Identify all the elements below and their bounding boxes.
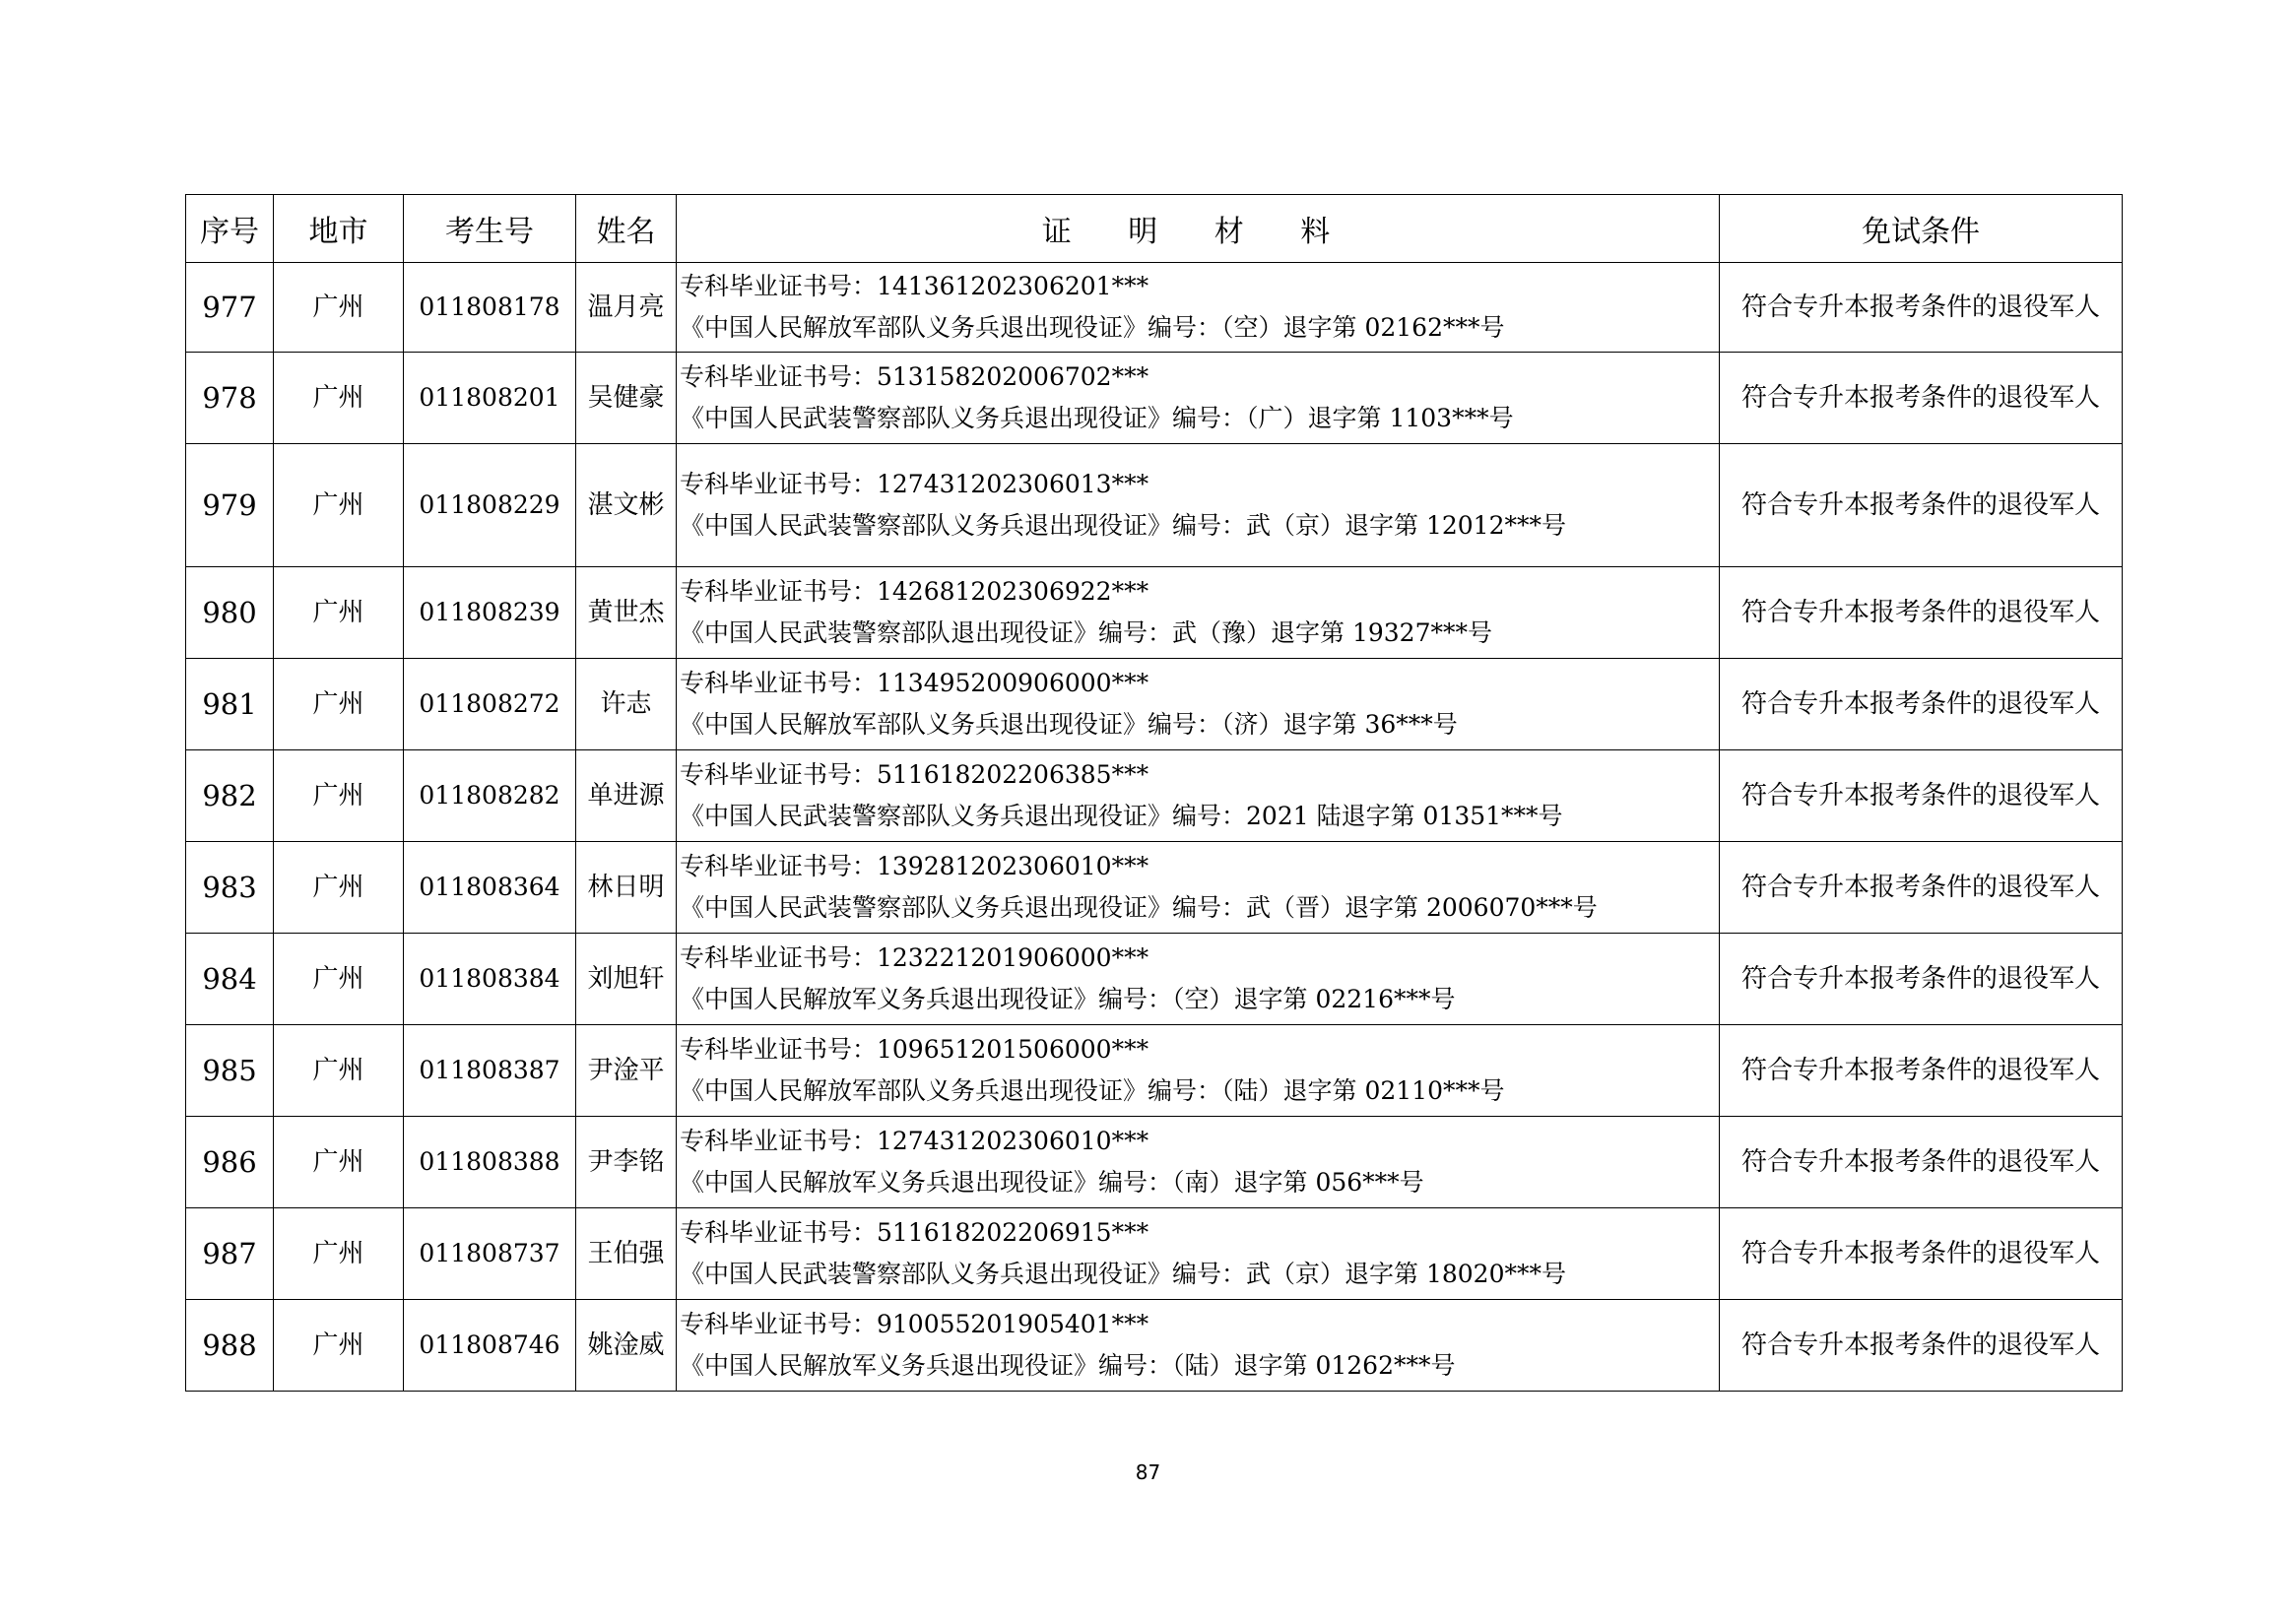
header-exam-no: 考生号 <box>404 195 576 263</box>
header-exemption: 免试条件 <box>1720 195 2123 263</box>
discharge-certificate-line: 《中国人民武装警察部队义务兵退出现役证》编号：武（晋）退字第 2006070***号 <box>680 893 1598 922</box>
table-body <box>186 263 2123 1392</box>
table-row <box>186 444 2123 567</box>
cell-name: 许志 <box>576 659 677 750</box>
cell-materials <box>677 1208 1720 1300</box>
cell-condition: 符合专升本报考条件的退役军人 <box>1720 1208 2123 1300</box>
cell-exam-no: 011808178 <box>404 263 576 353</box>
cell-name: 王伯强 <box>576 1208 677 1300</box>
diploma-number-line: 专科毕业证书号：109651201506000*** <box>680 1035 1149 1064</box>
cell-condition: 符合专升本报考条件的退役军人 <box>1720 1300 2123 1392</box>
cell-exam-no: 011808282 <box>404 750 576 842</box>
cell-exam-no: 011808387 <box>404 1025 576 1117</box>
cell-seq: 981 <box>186 659 274 750</box>
cell-materials <box>677 353 1720 444</box>
cell-seq: 979 <box>186 444 274 567</box>
header-seq: 序号 <box>186 195 274 263</box>
diploma-number-line: 专科毕业证书号：513158202006702*** <box>680 362 1149 391</box>
cell-city: 广州 <box>274 353 404 444</box>
discharge-certificate-line: 《中国人民武装警察部队义务兵退出现役证》编号：武（京）退字第 18020***号 <box>680 1260 1566 1288</box>
cell-name: 林日明 <box>576 842 677 934</box>
table-row <box>186 263 2123 353</box>
diploma-number-line: 专科毕业证书号：910055201905401*** <box>680 1310 1149 1338</box>
diploma-number-line: 专科毕业证书号：139281202306010*** <box>680 852 1149 880</box>
cell-seq: 985 <box>186 1025 274 1117</box>
table-row <box>186 353 2123 444</box>
cell-materials <box>677 444 1720 567</box>
diploma-number-line: 专科毕业证书号：142681202306922*** <box>680 577 1149 606</box>
discharge-certificate-line: 《中国人民解放军部队义务兵退出现役证》编号：（济）退字第 36***号 <box>680 710 1458 739</box>
cell-materials <box>677 934 1720 1025</box>
cell-materials <box>677 263 1720 353</box>
cell-materials <box>677 1025 1720 1117</box>
cell-name: 刘旭轩 <box>576 934 677 1025</box>
cell-exam-no: 011808737 <box>404 1208 576 1300</box>
cell-name: 温月亮 <box>576 263 677 353</box>
cell-name: 吴健豪 <box>576 353 677 444</box>
cell-city: 广州 <box>274 1300 404 1392</box>
cell-city: 广州 <box>274 1025 404 1117</box>
exemption-list-table <box>185 194 2123 1392</box>
table-row <box>186 934 2123 1025</box>
cell-city: 广州 <box>274 444 404 567</box>
diploma-number-line: 专科毕业证书号：141361202306201*** <box>680 272 1149 300</box>
cell-name: 单进源 <box>576 750 677 842</box>
diploma-number-line: 专科毕业证书号：511618202206385*** <box>680 760 1149 789</box>
cell-materials <box>677 1117 1720 1208</box>
cell-condition: 符合专升本报考条件的退役军人 <box>1720 567 2123 659</box>
table-header-row <box>186 195 2123 263</box>
diploma-number-line: 专科毕业证书号：511618202206915*** <box>680 1218 1149 1247</box>
table-row <box>186 659 2123 750</box>
page-number: 87 <box>1135 1460 1161 1484</box>
cell-condition: 符合专升本报考条件的退役军人 <box>1720 750 2123 842</box>
cell-city: 广州 <box>274 842 404 934</box>
discharge-certificate-line: 《中国人民武装警察部队义务兵退出现役证》编号：2021 陆退字第 01351***号 <box>680 802 1563 830</box>
cell-condition: 符合专升本报考条件的退役军人 <box>1720 659 2123 750</box>
cell-condition: 符合专升本报考条件的退役军人 <box>1720 444 2123 567</box>
header-city: 地市 <box>274 195 404 263</box>
cell-materials <box>677 659 1720 750</box>
cell-name: 湛文彬 <box>576 444 677 567</box>
cell-city: 广州 <box>274 1117 404 1208</box>
cell-seq: 986 <box>186 1117 274 1208</box>
cell-seq: 983 <box>186 842 274 934</box>
diploma-number-line: 专科毕业证书号：123221201906000*** <box>680 943 1149 972</box>
cell-exam-no: 011808746 <box>404 1300 576 1392</box>
cell-seq: 980 <box>186 567 274 659</box>
cell-condition: 符合专升本报考条件的退役军人 <box>1720 353 2123 444</box>
table-row <box>186 567 2123 659</box>
table-row <box>186 1208 2123 1300</box>
discharge-certificate-line: 《中国人民解放军义务兵退出现役证》编号：（空）退字第 02216***号 <box>680 985 1456 1013</box>
discharge-certificate-line: 《中国人民武装警察部队义务兵退出现役证》编号：（广）退字第 1103***号 <box>680 404 1514 432</box>
cell-condition: 符合专升本报考条件的退役军人 <box>1720 263 2123 353</box>
table-row <box>186 1300 2123 1392</box>
discharge-certificate-line: 《中国人民解放军部队义务兵退出现役证》编号：（陆）退字第 02110***号 <box>680 1076 1505 1105</box>
diploma-number-line: 专科毕业证书号：113495200906000*** <box>680 669 1149 697</box>
table-row <box>186 1117 2123 1208</box>
cell-seq: 982 <box>186 750 274 842</box>
table-row <box>186 750 2123 842</box>
header-materials: 证 明 材 料 <box>677 195 1720 263</box>
cell-exam-no: 011808201 <box>404 353 576 444</box>
cell-seq: 977 <box>186 263 274 353</box>
cell-name: 尹李铭 <box>576 1117 677 1208</box>
cell-city: 广州 <box>274 567 404 659</box>
cell-exam-no: 011808272 <box>404 659 576 750</box>
cell-exam-no: 011808388 <box>404 1117 576 1208</box>
table-row <box>186 842 2123 934</box>
cell-city: 广州 <box>274 659 404 750</box>
cell-exam-no: 011808384 <box>404 934 576 1025</box>
discharge-certificate-line: 《中国人民武装警察部队退出现役证》编号：武（豫）退字第 19327***号 <box>680 618 1492 647</box>
cell-exam-no: 011808239 <box>404 567 576 659</box>
cell-condition: 符合专升本报考条件的退役军人 <box>1720 842 2123 934</box>
cell-city: 广州 <box>274 750 404 842</box>
cell-seq: 978 <box>186 353 274 444</box>
discharge-certificate-line: 《中国人民解放军义务兵退出现役证》编号：（南）退字第 056***号 <box>680 1168 1424 1197</box>
discharge-certificate-line: 《中国人民解放军部队义务兵退出现役证》编号：（空）退字第 02162***号 <box>680 313 1505 342</box>
cell-seq: 988 <box>186 1300 274 1392</box>
cell-city: 广州 <box>274 1208 404 1300</box>
cell-seq: 984 <box>186 934 274 1025</box>
cell-exam-no: 011808364 <box>404 842 576 934</box>
cell-name: 姚淦威 <box>576 1300 677 1392</box>
cell-condition: 符合专升本报考条件的退役军人 <box>1720 1025 2123 1117</box>
cell-condition: 符合专升本报考条件的退役军人 <box>1720 1117 2123 1208</box>
table-row <box>186 1025 2123 1117</box>
cell-materials <box>677 842 1720 934</box>
discharge-certificate-line: 《中国人民解放军义务兵退出现役证》编号：（陆）退字第 01262***号 <box>680 1351 1456 1380</box>
diploma-number-line: 专科毕业证书号：127431202306013*** <box>680 470 1149 498</box>
cell-name: 黄世杰 <box>576 567 677 659</box>
cell-exam-no: 011808229 <box>404 444 576 567</box>
cell-seq: 987 <box>186 1208 274 1300</box>
cell-materials <box>677 1300 1720 1392</box>
diploma-number-line: 专科毕业证书号：127431202306010*** <box>680 1127 1149 1155</box>
header-name: 姓名 <box>576 195 677 263</box>
cell-condition: 符合专升本报考条件的退役军人 <box>1720 934 2123 1025</box>
cell-materials <box>677 567 1720 659</box>
cell-city: 广州 <box>274 263 404 353</box>
cell-city: 广州 <box>274 934 404 1025</box>
cell-name: 尹淦平 <box>576 1025 677 1117</box>
cell-materials <box>677 750 1720 842</box>
discharge-certificate-line: 《中国人民武装警察部队义务兵退出现役证》编号：武（京）退字第 12012***号 <box>680 511 1566 540</box>
